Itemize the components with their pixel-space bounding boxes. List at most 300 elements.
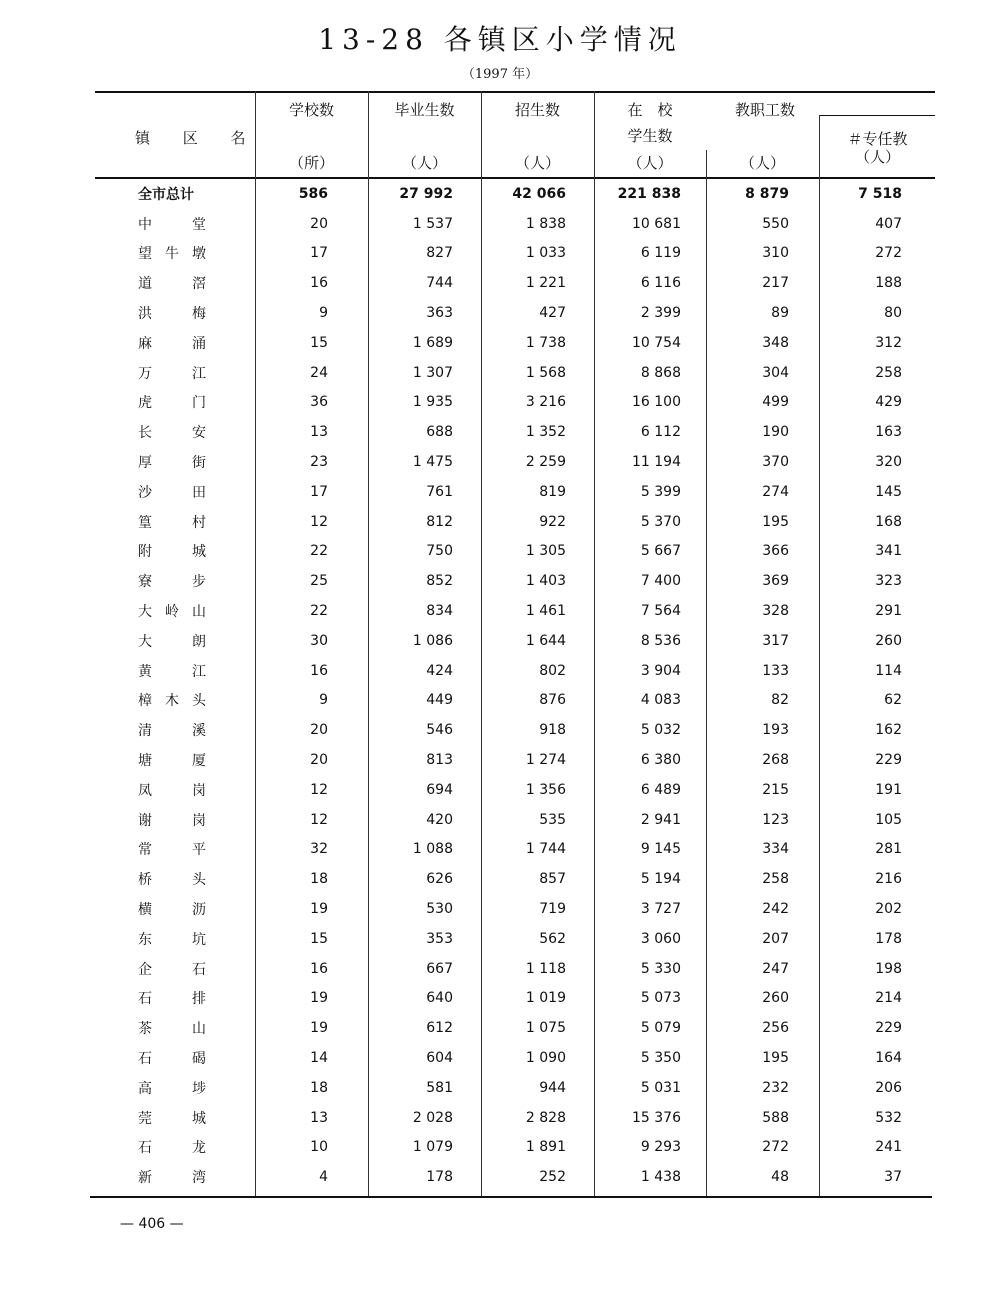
cell-teachers: 216 bbox=[875, 871, 902, 888]
cell-staff: 310 bbox=[762, 245, 789, 262]
cell-students: 5 370 bbox=[640, 513, 681, 530]
cell-staff: 348 bbox=[762, 334, 789, 351]
header-staff: 教职工数 bbox=[734, 101, 795, 119]
cell-students: 7 564 bbox=[640, 603, 681, 620]
cell-graduates: 744 bbox=[426, 275, 453, 292]
cell-enrolled: 944 bbox=[539, 1079, 566, 1096]
table-row bbox=[90, 268, 935, 298]
cell-staff: 256 bbox=[762, 1020, 789, 1037]
cell-enrolled: 252 bbox=[539, 1169, 566, 1186]
table-row bbox=[90, 984, 935, 1014]
town-name bbox=[90, 1162, 255, 1192]
cell-students: 7 400 bbox=[640, 573, 681, 590]
town-name bbox=[90, 596, 255, 626]
table-row bbox=[90, 507, 935, 537]
cell-teachers: 241 bbox=[875, 1139, 902, 1156]
cell-teachers: 202 bbox=[875, 901, 902, 918]
cell-enrolled: 922 bbox=[539, 513, 566, 530]
cell-schools: 10 bbox=[310, 1139, 328, 1156]
cell-staff: 195 bbox=[762, 513, 789, 530]
table-row bbox=[90, 1103, 935, 1133]
town-name-text: 大 岭 山 bbox=[138, 604, 206, 621]
header-schools-unit: （所） bbox=[288, 154, 334, 172]
town-name-text: 高 埗 bbox=[138, 1080, 206, 1097]
cell-staff: 370 bbox=[762, 454, 789, 471]
cell-graduates: 827 bbox=[426, 245, 453, 262]
cell-graduates: 834 bbox=[426, 603, 453, 620]
table-row bbox=[90, 1162, 935, 1192]
cell-staff: 195 bbox=[762, 1050, 789, 1066]
cell-schools: 30 bbox=[310, 632, 328, 649]
town-name bbox=[90, 805, 255, 835]
town-name bbox=[90, 894, 255, 924]
table-row bbox=[90, 924, 935, 954]
cell-enrolled: 1 033 bbox=[525, 245, 566, 262]
cell-students: 4 083 bbox=[640, 692, 681, 709]
cell-schools: 16 bbox=[310, 960, 328, 977]
cell-staff: 304 bbox=[762, 364, 789, 381]
table-row bbox=[90, 954, 935, 984]
cell-graduates: 626 bbox=[426, 871, 453, 888]
cell-students: 5 350 bbox=[640, 1050, 681, 1066]
cell-schools: 16 bbox=[310, 662, 328, 679]
cell-students: 9 293 bbox=[640, 1139, 681, 1156]
cell-graduates: 750 bbox=[426, 543, 453, 560]
cell-teachers: 429 bbox=[875, 394, 902, 411]
cell-graduates: 604 bbox=[426, 1050, 453, 1066]
cell-students: 9 145 bbox=[640, 841, 681, 858]
town-name-text: 麻 涌 bbox=[138, 335, 206, 352]
cell-schools: 12 bbox=[310, 781, 328, 798]
cell-teachers: 312 bbox=[875, 334, 902, 351]
header-schools: 学校数 bbox=[288, 101, 334, 119]
town-name-text: 石 龙 bbox=[138, 1140, 206, 1157]
cell-staff: 232 bbox=[762, 1079, 789, 1096]
cell-staff: 272 bbox=[762, 1139, 789, 1156]
cell-schools: 19 bbox=[310, 990, 328, 1007]
cell-enrolled: 819 bbox=[539, 483, 566, 500]
cell-students: 5 079 bbox=[640, 1020, 681, 1037]
town-name-text: 清 溪 bbox=[138, 723, 206, 740]
town-name-text: 望 牛 墩 bbox=[138, 246, 206, 263]
cell-students: 11 194 bbox=[632, 454, 681, 471]
cell-graduates: 688 bbox=[426, 424, 453, 441]
header-graduates-unit: （人） bbox=[401, 154, 447, 172]
cell-graduates: 1 088 bbox=[412, 841, 453, 858]
cell-teachers: 260 bbox=[875, 632, 902, 649]
cell-teachers: 281 bbox=[875, 841, 902, 858]
cell-teachers: 291 bbox=[875, 603, 902, 620]
cell-graduates: 761 bbox=[426, 483, 453, 500]
cell-staff: 550 bbox=[762, 215, 789, 232]
cell-students: 6 112 bbox=[640, 424, 681, 441]
town-name bbox=[90, 507, 255, 537]
cell-teachers: 191 bbox=[875, 781, 902, 798]
table-row bbox=[90, 537, 935, 567]
town-name-text: 横 沥 bbox=[138, 902, 206, 919]
cell-schools: 13 bbox=[310, 424, 328, 441]
header-graduates: 毕业生数 bbox=[394, 101, 455, 119]
cell-schools: 17 bbox=[310, 245, 328, 262]
cell-students: 5 031 bbox=[640, 1079, 681, 1096]
table-row bbox=[90, 894, 935, 924]
table-row bbox=[90, 358, 935, 388]
cell-enrolled: 1 356 bbox=[525, 781, 566, 798]
cell-enrolled: 1 738 bbox=[525, 334, 566, 351]
table-row bbox=[90, 864, 935, 894]
town-name bbox=[90, 179, 255, 209]
town-name-text: 常 平 bbox=[138, 842, 206, 859]
cell-graduates: 667 bbox=[426, 960, 453, 977]
cell-staff: 260 bbox=[762, 990, 789, 1007]
cell-graduates: 424 bbox=[426, 662, 453, 679]
town-name bbox=[90, 954, 255, 984]
cell-teachers: 323 bbox=[875, 573, 902, 590]
cell-teachers: 145 bbox=[875, 483, 902, 500]
cell-enrolled: 1 891 bbox=[525, 1139, 566, 1156]
cell-schools: 9 bbox=[319, 305, 328, 322]
cell-graduates: 449 bbox=[426, 692, 453, 709]
town-name-text: 中 堂 bbox=[138, 216, 206, 233]
cell-teachers: 188 bbox=[875, 275, 902, 292]
cell-enrolled: 1 744 bbox=[525, 841, 566, 858]
table-row bbox=[90, 239, 935, 269]
cell-enrolled: 1 644 bbox=[525, 632, 566, 649]
cell-schools: 12 bbox=[310, 811, 328, 828]
cell-enrolled: 535 bbox=[539, 811, 566, 828]
cell-students: 6 116 bbox=[640, 275, 681, 292]
cell-enrolled: 3 216 bbox=[525, 394, 566, 411]
cell-students: 5 330 bbox=[640, 960, 681, 977]
cell-students: 3 727 bbox=[640, 901, 681, 918]
cell-graduates: 694 bbox=[426, 781, 453, 798]
table-row bbox=[90, 447, 935, 477]
cell-graduates: 1 689 bbox=[412, 334, 453, 351]
town-name bbox=[90, 388, 255, 418]
table-row bbox=[90, 686, 935, 716]
table-row bbox=[90, 805, 935, 835]
town-name-text: 黄 江 bbox=[138, 663, 206, 680]
cell-schools: 36 bbox=[310, 394, 328, 411]
table-row bbox=[90, 1133, 935, 1163]
cell-teachers: 164 bbox=[875, 1050, 902, 1066]
town-name bbox=[90, 1043, 255, 1073]
cell-enrolled: 562 bbox=[539, 930, 566, 947]
cell-enrolled: 2 259 bbox=[525, 454, 566, 471]
cell-schools: 4 bbox=[319, 1169, 328, 1186]
cell-students: 10 754 bbox=[632, 334, 681, 351]
cell-staff: 588 bbox=[762, 1109, 789, 1126]
cell-teachers: 163 bbox=[875, 424, 902, 441]
cell-enrolled: 918 bbox=[539, 722, 566, 739]
cell-schools: 586 bbox=[298, 185, 328, 202]
cell-students: 16 100 bbox=[632, 394, 681, 411]
table-row bbox=[90, 209, 935, 239]
cell-staff: 366 bbox=[762, 543, 789, 560]
cell-graduates: 1 079 bbox=[412, 1139, 453, 1156]
cell-schools: 20 bbox=[310, 752, 328, 769]
data-table-body bbox=[90, 179, 935, 1192]
cell-staff: 317 bbox=[762, 632, 789, 649]
cell-schools: 18 bbox=[310, 1079, 328, 1096]
cell-students: 5 194 bbox=[640, 871, 681, 888]
cell-staff: 89 bbox=[771, 305, 789, 322]
town-name bbox=[90, 656, 255, 686]
page-number: — 406 — bbox=[120, 1216, 184, 1232]
town-name bbox=[90, 1073, 255, 1103]
cell-enrolled: 2 828 bbox=[525, 1109, 566, 1126]
header-enrolled: 招生数 bbox=[514, 101, 560, 119]
cell-graduates: 363 bbox=[426, 305, 453, 322]
table-subtitle: （1997 年） bbox=[461, 67, 539, 82]
cell-teachers: 198 bbox=[875, 960, 902, 977]
header-name: 镇 区 名 bbox=[135, 129, 260, 147]
cell-staff: 82 bbox=[771, 692, 789, 709]
cell-students: 15 376 bbox=[632, 1109, 681, 1126]
cell-schools: 15 bbox=[310, 334, 328, 351]
town-name-text: 桥 头 bbox=[138, 872, 206, 889]
table-row bbox=[90, 656, 935, 686]
town-name bbox=[90, 328, 255, 358]
cell-enrolled: 1 352 bbox=[525, 424, 566, 441]
cell-graduates: 1 537 bbox=[412, 215, 453, 232]
header-students-unit: （人） bbox=[627, 154, 673, 172]
data-table bbox=[90, 179, 935, 1192]
town-name-text: 凤 岗 bbox=[138, 782, 206, 799]
cell-schools: 17 bbox=[310, 483, 328, 500]
table-row bbox=[90, 775, 935, 805]
cell-schools: 18 bbox=[310, 871, 328, 888]
cell-students: 6 380 bbox=[640, 752, 681, 769]
cell-students: 8 868 bbox=[640, 364, 681, 381]
table-title: 13-28 各镇区小学情况 bbox=[318, 23, 682, 56]
table-row bbox=[90, 566, 935, 596]
town-name-text: 樟 木 头 bbox=[138, 693, 206, 710]
cell-students: 10 681 bbox=[632, 215, 681, 232]
cell-teachers: 80 bbox=[884, 305, 902, 322]
cell-staff: 193 bbox=[762, 722, 789, 739]
cell-students: 221 838 bbox=[617, 185, 681, 202]
cell-staff: 369 bbox=[762, 573, 789, 590]
cell-teachers: 258 bbox=[875, 364, 902, 381]
town-name bbox=[90, 447, 255, 477]
town-name-text: 沙 田 bbox=[138, 484, 206, 501]
cell-graduates: 178 bbox=[426, 1169, 453, 1186]
cell-enrolled: 1 075 bbox=[525, 1020, 566, 1037]
cell-staff: 133 bbox=[762, 662, 789, 679]
cell-graduates: 612 bbox=[426, 1020, 453, 1037]
cell-teachers: 214 bbox=[875, 990, 902, 1007]
town-name-text: 莞 城 bbox=[138, 1110, 206, 1127]
cell-graduates: 27 992 bbox=[399, 185, 453, 202]
town-name bbox=[90, 537, 255, 567]
cell-teachers: 272 bbox=[875, 245, 902, 262]
cell-students: 3 060 bbox=[640, 930, 681, 947]
town-name bbox=[90, 835, 255, 865]
cell-staff: 123 bbox=[762, 811, 789, 828]
town-name-text: 石 碣 bbox=[138, 1051, 206, 1067]
cell-enrolled: 1 568 bbox=[525, 364, 566, 381]
cell-graduates: 530 bbox=[426, 901, 453, 918]
cell-schools: 32 bbox=[310, 841, 328, 858]
town-name bbox=[90, 686, 255, 716]
town-name bbox=[90, 358, 255, 388]
town-name bbox=[90, 209, 255, 239]
cell-graduates: 420 bbox=[426, 811, 453, 828]
town-name bbox=[90, 1013, 255, 1043]
cell-schools: 16 bbox=[310, 275, 328, 292]
town-name-text: 企 石 bbox=[138, 961, 206, 978]
cell-students: 1 438 bbox=[640, 1169, 681, 1186]
cell-schools: 15 bbox=[310, 930, 328, 947]
header-staff-unit: （人） bbox=[739, 154, 785, 172]
town-name bbox=[90, 566, 255, 596]
cell-schools: 24 bbox=[310, 364, 328, 381]
cell-staff: 247 bbox=[762, 960, 789, 977]
cell-enrolled: 42 066 bbox=[512, 185, 566, 202]
cell-teachers: 532 bbox=[875, 1109, 902, 1126]
cell-staff: 190 bbox=[762, 424, 789, 441]
cell-teachers: 37 bbox=[884, 1169, 902, 1186]
cell-enrolled: 1 461 bbox=[525, 603, 566, 620]
table-row bbox=[90, 1013, 935, 1043]
cell-schools: 23 bbox=[310, 454, 328, 471]
cell-graduates: 852 bbox=[426, 573, 453, 590]
cell-schools: 13 bbox=[310, 1109, 328, 1126]
town-name-text: 虎 门 bbox=[138, 395, 206, 412]
town-name-text: 洪 梅 bbox=[138, 306, 206, 323]
cell-staff: 268 bbox=[762, 752, 789, 769]
cell-schools: 20 bbox=[310, 215, 328, 232]
cell-students: 5 032 bbox=[640, 722, 681, 739]
cell-students: 2 941 bbox=[640, 811, 681, 828]
table-row bbox=[90, 388, 935, 418]
town-name-text: 寮 步 bbox=[138, 574, 206, 591]
table-row bbox=[90, 835, 935, 865]
town-name bbox=[90, 924, 255, 954]
cell-teachers: 407 bbox=[875, 215, 902, 232]
table-row bbox=[90, 417, 935, 447]
cell-graduates: 812 bbox=[426, 513, 453, 530]
town-name-text: 石 排 bbox=[138, 991, 206, 1008]
cell-teachers: 341 bbox=[875, 543, 902, 560]
town-name-text: 谢 岗 bbox=[138, 812, 206, 829]
town-name-text: 东 坑 bbox=[138, 931, 206, 948]
town-name bbox=[90, 268, 255, 298]
cell-enrolled: 876 bbox=[539, 692, 566, 709]
cell-enrolled: 857 bbox=[539, 871, 566, 888]
cell-staff: 215 bbox=[762, 781, 789, 798]
top-rule bbox=[95, 91, 935, 93]
cell-staff: 207 bbox=[762, 930, 789, 947]
cell-staff: 334 bbox=[762, 841, 789, 858]
cell-schools: 22 bbox=[310, 543, 328, 560]
town-name-text: 附 城 bbox=[138, 544, 206, 561]
cell-graduates: 813 bbox=[426, 752, 453, 769]
town-name bbox=[90, 1133, 255, 1163]
cell-schools: 9 bbox=[319, 692, 328, 709]
town-name-text: 新 湾 bbox=[138, 1170, 206, 1187]
cell-staff: 242 bbox=[762, 901, 789, 918]
cell-graduates: 2 028 bbox=[412, 1109, 453, 1126]
cell-staff: 258 bbox=[762, 871, 789, 888]
table-row bbox=[90, 1043, 935, 1073]
cell-schools: 14 bbox=[310, 1050, 328, 1066]
town-name bbox=[90, 864, 255, 894]
table-row bbox=[90, 626, 935, 656]
cell-students: 6 119 bbox=[640, 245, 681, 262]
table-row bbox=[90, 1073, 935, 1103]
table-row bbox=[90, 745, 935, 775]
cell-teachers: 114 bbox=[875, 662, 902, 679]
staff-split-rule bbox=[820, 115, 935, 116]
header-teachers: ＃专任教 bbox=[847, 130, 908, 148]
town-name bbox=[90, 626, 255, 656]
town-name bbox=[90, 477, 255, 507]
cell-teachers: 62 bbox=[884, 692, 902, 709]
town-name-text: 篁 村 bbox=[138, 514, 206, 531]
cell-schools: 25 bbox=[310, 573, 328, 590]
table-row bbox=[90, 596, 935, 626]
cell-teachers: 229 bbox=[875, 1020, 902, 1037]
cell-enrolled: 1 221 bbox=[525, 275, 566, 292]
cell-enrolled: 802 bbox=[539, 662, 566, 679]
town-name bbox=[90, 984, 255, 1014]
table-row bbox=[90, 477, 935, 507]
cell-students: 6 489 bbox=[640, 781, 681, 798]
cell-enrolled: 1 403 bbox=[525, 573, 566, 590]
cell-staff: 328 bbox=[762, 603, 789, 620]
cell-teachers: 168 bbox=[875, 513, 902, 530]
town-name bbox=[90, 715, 255, 745]
town-name bbox=[90, 417, 255, 447]
cell-teachers: 320 bbox=[875, 454, 902, 471]
town-name bbox=[90, 298, 255, 328]
cell-students: 2 399 bbox=[640, 305, 681, 322]
cell-graduates: 640 bbox=[426, 990, 453, 1007]
total-row bbox=[90, 179, 935, 209]
cell-staff: 48 bbox=[771, 1169, 789, 1186]
town-name-text: 道 滘 bbox=[138, 276, 206, 293]
header-students-line1: 在 校 bbox=[627, 101, 673, 119]
cell-schools: 12 bbox=[310, 513, 328, 530]
cell-graduates: 1 475 bbox=[412, 454, 453, 471]
cell-staff: 499 bbox=[762, 394, 789, 411]
cell-teachers: 229 bbox=[875, 752, 902, 769]
cell-teachers: 178 bbox=[875, 930, 902, 947]
cell-graduates: 546 bbox=[426, 722, 453, 739]
header-teachers-unit: （人） bbox=[854, 148, 900, 166]
town-name-text: 长 安 bbox=[138, 425, 206, 442]
town-name-text: 厚 街 bbox=[138, 455, 206, 472]
cell-schools: 19 bbox=[310, 901, 328, 918]
cell-students: 5 667 bbox=[640, 543, 681, 560]
cell-graduates: 1 307 bbox=[412, 364, 453, 381]
cell-graduates: 353 bbox=[426, 930, 453, 947]
cell-graduates: 1 935 bbox=[412, 394, 453, 411]
cell-staff: 217 bbox=[762, 275, 789, 292]
table-row bbox=[90, 328, 935, 358]
cell-enrolled: 719 bbox=[539, 901, 566, 918]
cell-enrolled: 1 305 bbox=[525, 543, 566, 560]
cell-teachers: 206 bbox=[875, 1079, 902, 1096]
town-name-text: 茶 山 bbox=[138, 1021, 206, 1038]
cell-schools: 19 bbox=[310, 1020, 328, 1037]
cell-students: 3 904 bbox=[640, 662, 681, 679]
bottom-rule bbox=[90, 1196, 932, 1198]
cell-students: 8 536 bbox=[640, 632, 681, 649]
table-row bbox=[90, 298, 935, 328]
